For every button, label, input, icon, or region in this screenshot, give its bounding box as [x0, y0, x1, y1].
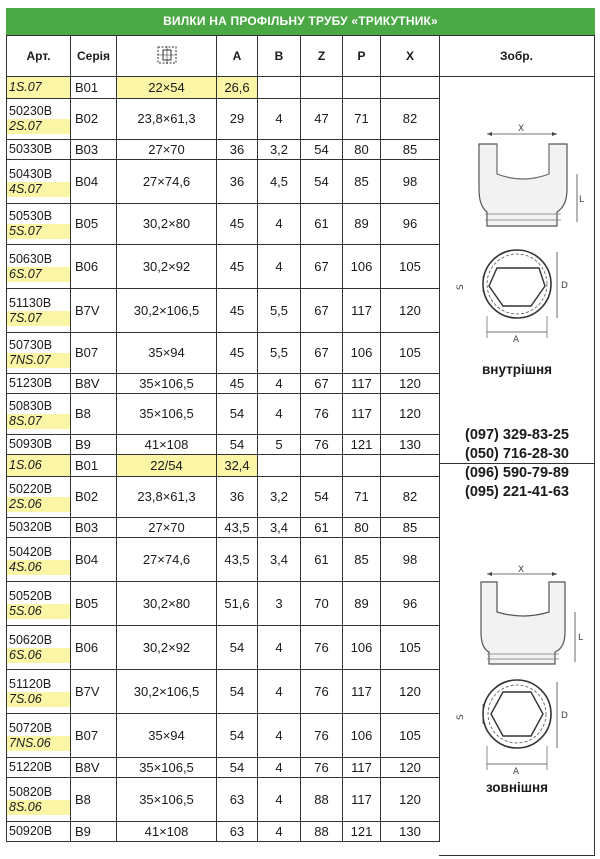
cell-x: 98 — [381, 160, 440, 204]
article-cell — [7, 99, 71, 140]
cell-b — [258, 455, 301, 477]
outer-fork-rows — [7, 455, 440, 842]
article-code: 50820B — [9, 784, 53, 799]
cell-x: 130 — [381, 435, 440, 455]
dimension-label: A — [513, 767, 520, 777]
article-code-alt: 2S.07 — [7, 119, 71, 134]
article-code-alt: 6S.07 — [7, 267, 71, 282]
article-code: 51120B — [9, 676, 52, 691]
cell-p — [343, 455, 381, 477]
cell-b: 4 — [258, 626, 301, 670]
col-z: Z — [301, 36, 343, 77]
cell-p: 117 — [343, 670, 381, 714]
article-cell — [7, 245, 71, 289]
cell-b: 3,2 — [258, 140, 301, 160]
article-code: 50220B — [9, 482, 53, 496]
article-code: 51220B — [9, 760, 53, 774]
cell-series: B02 — [71, 99, 117, 140]
article-code-alt: 6S.06 — [7, 648, 71, 663]
cell-p: 106 — [343, 333, 381, 374]
cell-series: B05 — [71, 582, 117, 626]
caption-outer: зовнішня — [485, 780, 549, 795]
cell-a: 63 — [217, 778, 258, 822]
cell-a: 63 — [217, 822, 258, 842]
label-d: D — [561, 281, 568, 291]
article-code-alt: 7S.07 — [7, 311, 71, 326]
cell-p: 89 — [343, 582, 381, 626]
article-code: 50620B — [9, 632, 53, 647]
cell-size: 23,8×61,3 — [117, 99, 217, 140]
cell-x — [381, 455, 440, 477]
article-cell — [7, 374, 71, 394]
cell-x: 96 — [381, 204, 440, 245]
header-row — [7, 36, 440, 77]
cell-series: B07 — [71, 714, 117, 758]
cell-series: B05 — [71, 204, 117, 245]
spec-table — [6, 35, 440, 842]
cell-series: B01 — [71, 77, 117, 99]
cell-x: 120 — [381, 758, 440, 778]
cell-p: 85 — [343, 538, 381, 582]
image-column — [439, 35, 595, 856]
cell-series: B9 — [71, 822, 117, 842]
cell-x: 120 — [381, 670, 440, 714]
table-row — [7, 455, 440, 477]
table-row — [7, 538, 440, 582]
cell-z: 76 — [301, 394, 343, 435]
cell-z: 61 — [301, 538, 343, 582]
cell-a: 36 — [217, 160, 258, 204]
article-code: 51130B — [9, 295, 52, 310]
label-l: L — [579, 195, 585, 205]
cell-b: 4,5 — [258, 160, 301, 204]
article-cell — [7, 714, 71, 758]
cell-x: 105 — [381, 714, 440, 758]
cell-a: 54 — [217, 435, 258, 455]
col-p: P — [343, 36, 381, 77]
cell-a: 54 — [217, 758, 258, 778]
cell-a: 26,6 — [217, 77, 258, 99]
article-code: 50330B — [9, 142, 53, 156]
cell-series: B9 — [71, 435, 117, 455]
cell-x: 105 — [381, 626, 440, 670]
cell-series: B04 — [71, 160, 117, 204]
article-code: 50230B — [9, 104, 53, 118]
article-cell — [7, 140, 71, 160]
cell-size: 22×54 — [117, 77, 217, 99]
article-code-alt: 7NS.07 — [7, 353, 71, 368]
label-s: S — [456, 284, 466, 290]
cell-series: B8 — [71, 778, 117, 822]
inner-yoke-section-drawing — [439, 246, 595, 356]
table-row — [7, 333, 440, 374]
article-code: 50530B — [9, 209, 53, 223]
cell-size: 30,2×92 — [117, 245, 217, 289]
inner-fork-rows — [7, 77, 440, 455]
label-x: X — [518, 124, 525, 134]
col-profile — [117, 36, 217, 77]
table-row — [7, 670, 440, 714]
cell-b — [258, 77, 301, 99]
article-code: 1S.06 — [9, 458, 70, 473]
cell-b: 4 — [258, 204, 301, 245]
col-art: Арт. — [7, 36, 71, 77]
cell-size: 35×106,5 — [117, 374, 217, 394]
cell-size: 30,2×106,5 — [117, 670, 217, 714]
table-row — [7, 518, 440, 538]
cell-b: 5,5 — [258, 289, 301, 333]
article-cell — [7, 204, 71, 245]
cell-a: 51,6 — [217, 582, 258, 626]
cell-a: 43,5 — [217, 538, 258, 582]
article-cell — [7, 822, 71, 842]
dimension-label: S — [456, 714, 466, 720]
cell-series: B01 — [71, 455, 117, 477]
cell-a: 45 — [217, 245, 258, 289]
article-code: 50420B — [9, 544, 53, 559]
cell-x: 98 — [381, 538, 440, 582]
cell-size: 27×70 — [117, 140, 217, 160]
table-row — [7, 374, 440, 394]
cell-z: 67 — [301, 374, 343, 394]
cell-x: 130 — [381, 822, 440, 842]
cell-b: 4 — [258, 245, 301, 289]
caption-inner: внутрішня — [481, 362, 553, 377]
table-row — [7, 160, 440, 204]
cell-p: 80 — [343, 140, 381, 160]
cell-z: 70 — [301, 582, 343, 626]
cell-size: 41×108 — [117, 435, 217, 455]
article-code: 50630B — [9, 251, 53, 266]
article-code-alt: 8S.07 — [7, 414, 71, 429]
article-code-alt: 4S.07 — [7, 182, 71, 197]
inner-yoke-side-drawing — [457, 114, 587, 234]
table-row — [7, 245, 440, 289]
cell-a: 45 — [217, 204, 258, 245]
cell-x: 105 — [381, 333, 440, 374]
article-cell — [7, 670, 71, 714]
cell-series: B8V — [71, 374, 117, 394]
cell-series: B8 — [71, 394, 117, 435]
cell-p: 106 — [343, 714, 381, 758]
cell-size: 23,8×61,3 — [117, 477, 217, 518]
article-code-alt: 4S.06 — [7, 560, 71, 575]
article-code: 50430B — [9, 166, 53, 181]
cell-series: B02 — [71, 477, 117, 518]
cell-series: B03 — [71, 140, 117, 160]
profile-symbol-icon — [157, 46, 177, 64]
phone-list — [439, 426, 595, 502]
cell-series: B8V — [71, 758, 117, 778]
cell-b: 4 — [258, 670, 301, 714]
article-code: 1S.07 — [9, 80, 70, 95]
cell-z: 67 — [301, 245, 343, 289]
cell-p: 121 — [343, 435, 381, 455]
cell-a: 36 — [217, 140, 258, 160]
cell-z: 61 — [301, 204, 343, 245]
phone-number[interactable]: (050) 716-28-30 — [465, 446, 569, 462]
table-row — [7, 626, 440, 670]
article-cell — [7, 435, 71, 455]
cell-b: 4 — [258, 778, 301, 822]
cell-z: 76 — [301, 714, 343, 758]
article-code: 50520B — [9, 588, 53, 603]
cell-a: 54 — [217, 714, 258, 758]
table-row — [7, 204, 440, 245]
cell-p: 117 — [343, 394, 381, 435]
col-a: A — [217, 36, 258, 77]
table-row — [7, 758, 440, 778]
cell-z: 54 — [301, 160, 343, 204]
cell-p: 121 — [343, 822, 381, 842]
article-cell — [7, 455, 71, 477]
cell-a: 43,5 — [217, 518, 258, 538]
cell-size: 35×94 — [117, 714, 217, 758]
cell-z: 54 — [301, 140, 343, 160]
table-row — [7, 714, 440, 758]
dimension-label: L — [578, 633, 584, 643]
cell-b: 4 — [258, 394, 301, 435]
article-cell — [7, 77, 71, 99]
article-cell — [7, 538, 71, 582]
cell-z: 67 — [301, 289, 343, 333]
table-row — [7, 477, 440, 518]
cell-z: 88 — [301, 822, 343, 842]
cell-p: 117 — [343, 778, 381, 822]
cell-size: 27×74,6 — [117, 538, 217, 582]
article-code: 50920B — [9, 824, 53, 838]
section-divider — [439, 463, 595, 464]
cell-p: 71 — [343, 477, 381, 518]
cell-series: B04 — [71, 538, 117, 582]
cell-z: 47 — [301, 99, 343, 140]
article-code-alt: 5S.06 — [7, 604, 71, 619]
cell-series: B06 — [71, 245, 117, 289]
cell-b: 4 — [258, 714, 301, 758]
article-code: 51230B — [9, 376, 53, 390]
cell-p: 106 — [343, 626, 381, 670]
cell-size: 27×70 — [117, 518, 217, 538]
cell-size: 35×106,5 — [117, 394, 217, 435]
cell-series: B7V — [71, 289, 117, 333]
table-row — [7, 99, 440, 140]
cell-p: 117 — [343, 289, 381, 333]
article-code-alt: 2S.06 — [7, 497, 71, 512]
table-row — [7, 822, 440, 842]
article-cell — [7, 626, 71, 670]
phone-number[interactable]: (097) 329-83-25 — [465, 427, 569, 443]
cell-z: 67 — [301, 333, 343, 374]
col-x: X — [381, 36, 440, 77]
cell-size: 30,2×106,5 — [117, 289, 217, 333]
cell-p: 71 — [343, 99, 381, 140]
cell-a: 54 — [217, 626, 258, 670]
article-code-alt: 5S.07 — [7, 224, 71, 239]
cell-a: 29 — [217, 99, 258, 140]
cell-z: 88 — [301, 778, 343, 822]
cell-p: 85 — [343, 160, 381, 204]
cell-a: 45 — [217, 333, 258, 374]
cell-x: 105 — [381, 245, 440, 289]
cell-b: 4 — [258, 822, 301, 842]
cell-p: 117 — [343, 758, 381, 778]
phone-number[interactable]: (095) 221-41-63 — [465, 484, 569, 500]
cell-b: 3,4 — [258, 518, 301, 538]
cell-series: B03 — [71, 518, 117, 538]
cell-x: 120 — [381, 778, 440, 822]
cell-x: 120 — [381, 394, 440, 435]
cell-size: 35×106,5 — [117, 778, 217, 822]
article-cell — [7, 160, 71, 204]
article-cell — [7, 394, 71, 435]
outer-yoke-side-drawing — [457, 564, 587, 674]
cell-x: 120 — [381, 374, 440, 394]
cell-b: 3 — [258, 582, 301, 626]
cell-z: 76 — [301, 626, 343, 670]
cell-b: 4 — [258, 374, 301, 394]
cell-z: 76 — [301, 758, 343, 778]
label-a: A — [513, 335, 520, 345]
table-row — [7, 435, 440, 455]
cell-p: 117 — [343, 374, 381, 394]
cell-x: 96 — [381, 582, 440, 626]
cell-x: 85 — [381, 518, 440, 538]
table-row — [7, 582, 440, 626]
table-row — [7, 289, 440, 333]
cell-x: 82 — [381, 99, 440, 140]
article-cell — [7, 582, 71, 626]
banner-title: ВИЛКИ НА ПРОФІЛЬНУ ТРУБУ «ТРИКУТНИК» — [6, 8, 595, 35]
cell-b: 3,4 — [258, 538, 301, 582]
article-code: 50720B — [9, 720, 53, 735]
cell-z: 61 — [301, 518, 343, 538]
article-cell — [7, 518, 71, 538]
article-cell — [7, 477, 71, 518]
cell-size: 30,2×80 — [117, 582, 217, 626]
cell-p — [343, 77, 381, 99]
cell-b: 4 — [258, 758, 301, 778]
cell-p: 89 — [343, 204, 381, 245]
article-cell — [7, 333, 71, 374]
cell-a: 32,4 — [217, 455, 258, 477]
cell-z: 76 — [301, 670, 343, 714]
article-code: 50730B — [9, 338, 53, 352]
cell-size: 35×106,5 — [117, 758, 217, 778]
table-row — [7, 394, 440, 435]
dimension-label: D — [561, 711, 568, 721]
cell-series: B7V — [71, 670, 117, 714]
cell-a: 54 — [217, 670, 258, 714]
table-row — [7, 77, 440, 99]
cell-series: B07 — [71, 333, 117, 374]
cell-b: 5 — [258, 435, 301, 455]
article-code: 50320B — [9, 520, 53, 534]
cell-z — [301, 455, 343, 477]
dimension-label: X — [518, 565, 525, 575]
cell-b: 5,5 — [258, 333, 301, 374]
cell-z — [301, 77, 343, 99]
col-series: Серія — [71, 36, 117, 77]
article-code-alt: 7NS.06 — [7, 736, 71, 751]
article-cell — [7, 778, 71, 822]
cell-z: 76 — [301, 435, 343, 455]
cell-z: 54 — [301, 477, 343, 518]
cell-size: 30,2×92 — [117, 626, 217, 670]
cell-a: 45 — [217, 289, 258, 333]
table-row — [7, 140, 440, 160]
article-code-alt: 7S.06 — [7, 692, 71, 707]
cell-size: 30,2×80 — [117, 204, 217, 245]
col-b: B — [258, 36, 301, 77]
article-cell — [7, 758, 71, 778]
cell-p: 106 — [343, 245, 381, 289]
article-code-alt: 8S.06 — [7, 800, 71, 815]
cell-x: 120 — [381, 289, 440, 333]
outer-yoke-section-drawing — [439, 676, 595, 786]
cell-p: 80 — [343, 518, 381, 538]
catalog-sheet — [6, 8, 595, 856]
cell-a: 45 — [217, 374, 258, 394]
cell-series: B06 — [71, 626, 117, 670]
cell-a: 36 — [217, 477, 258, 518]
cell-x: 82 — [381, 477, 440, 518]
image-column-header: Зобр. — [439, 36, 594, 77]
cell-b: 4 — [258, 99, 301, 140]
cell-size: 27×74,6 — [117, 160, 217, 204]
cell-size: 35×94 — [117, 333, 217, 374]
cell-b: 3,2 — [258, 477, 301, 518]
article-code: 50930B — [9, 437, 53, 451]
article-code: 50830B — [9, 399, 53, 413]
cell-a: 54 — [217, 394, 258, 435]
cell-size: 22/54 — [117, 455, 217, 477]
cell-x: 85 — [381, 140, 440, 160]
phone-number[interactable]: (096) 590-79-89 — [465, 465, 569, 481]
table-row — [7, 778, 440, 822]
cell-x — [381, 77, 440, 99]
article-cell — [7, 289, 71, 333]
cell-size: 41×108 — [117, 822, 217, 842]
